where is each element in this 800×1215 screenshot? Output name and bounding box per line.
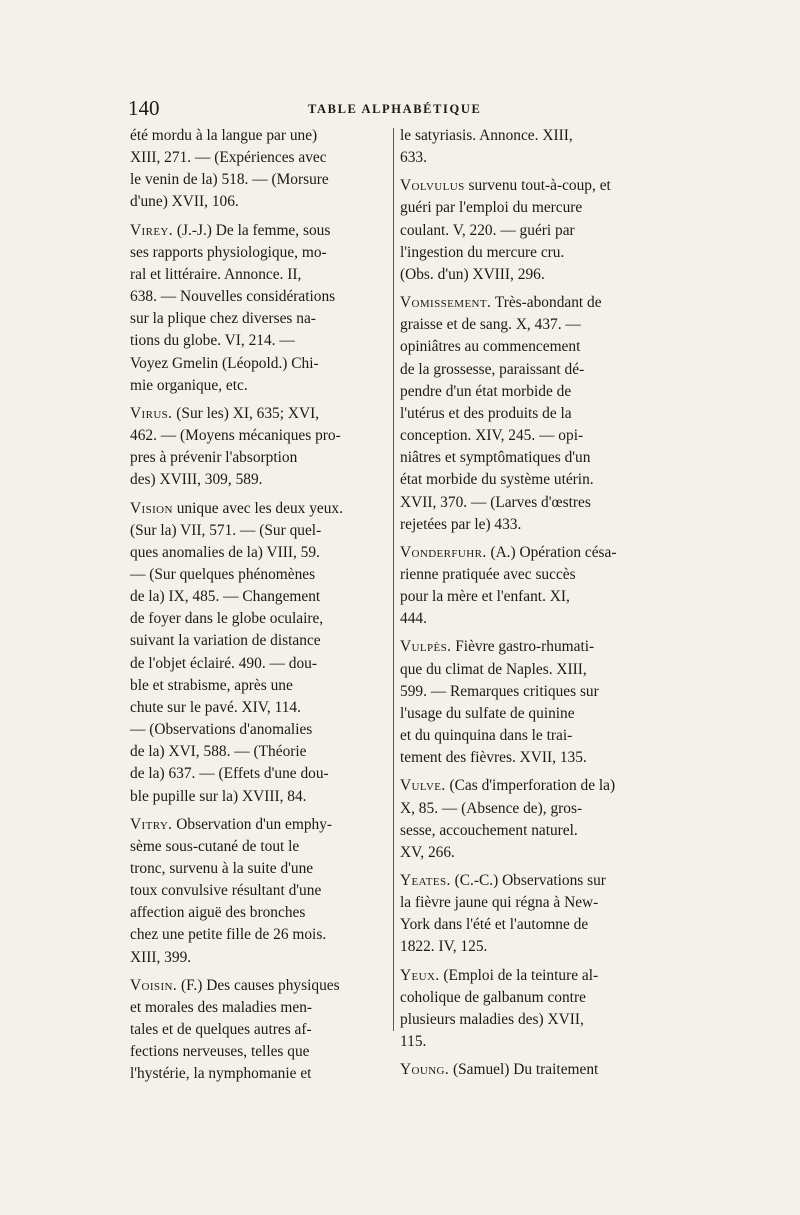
entry-headword: Yeates. bbox=[400, 872, 451, 889]
entry-line: toux convulsive résultant d'une bbox=[130, 882, 322, 900]
index-entry bbox=[400, 175, 668, 286]
entry-line: pres à prévenir l'absorption bbox=[130, 449, 298, 467]
entry-line: de foyer dans le globe oculaire, bbox=[130, 610, 324, 628]
entry-line: de la) IX, 485. — Changement bbox=[130, 588, 321, 606]
entry-line: Voisin. (F.) Des causes physiques bbox=[130, 976, 340, 994]
entry-line: des) XVIII, 309, 589. bbox=[130, 471, 263, 489]
entry-line: 638. — Nouvelles considérations bbox=[130, 288, 336, 306]
entry-line: d'une) XVII, 106. bbox=[130, 193, 239, 211]
entry-headword: Vitry. bbox=[130, 815, 173, 833]
entry-line: opiniâtres au commencement bbox=[400, 338, 581, 356]
entry-line: XV, 266. bbox=[400, 843, 455, 861]
entry-headword: Vomissement. bbox=[400, 294, 492, 312]
index-entry bbox=[400, 292, 668, 536]
entry-line: de l'objet éclairé. 490. — dou- bbox=[130, 654, 317, 672]
entry-line: ques anomalies de la) VIII, 59. bbox=[130, 543, 320, 561]
entry-line: (Sur la) VII, 571. — (Sur quel- bbox=[130, 521, 322, 539]
entry-line: affection aiguë des bronches bbox=[130, 904, 306, 922]
index-entry bbox=[400, 870, 668, 959]
entry-headword: Voisin. bbox=[130, 976, 178, 994]
entry-line: Virus. (Sur les) XI, 635; XVI, bbox=[130, 404, 320, 422]
index-entry bbox=[130, 498, 388, 808]
entry-line: Vomissement. Très-abondant de bbox=[400, 294, 602, 312]
entry-headword: Yeux. bbox=[400, 966, 440, 984]
index-entry bbox=[400, 125, 668, 169]
entry-line: fections nerveuses, telles que bbox=[130, 1043, 310, 1061]
entry-line: 633. bbox=[400, 149, 427, 167]
entry-line: sesse, accouchement naturel. bbox=[400, 821, 578, 839]
entry-line: graisse et de sang. X, 437. — bbox=[400, 316, 581, 334]
entry-line: chez une petite fille de 26 mois. bbox=[130, 926, 327, 944]
entry-line: Vonderfuhr. (A.) Opération césa- bbox=[400, 543, 617, 561]
entry-line: état morbide du système utérin. bbox=[400, 471, 594, 489]
entry-line: le venin de la) 518. — (Morsure bbox=[130, 171, 329, 189]
entry-line: niâtres et symptômatiques d'un bbox=[400, 449, 591, 467]
entry-line: l'ingestion du mercure cru. bbox=[400, 243, 565, 261]
entry-line: coholique de galbanum contre bbox=[400, 988, 586, 1006]
index-entry bbox=[130, 220, 388, 397]
entry-line: Vitry. Observation d'un emphy- bbox=[130, 815, 333, 833]
index-entry bbox=[130, 403, 388, 492]
page-number: 140 bbox=[128, 96, 160, 120]
index-entry bbox=[130, 975, 388, 1086]
entry-line: XVII, 370. — (Larves d'œstres bbox=[400, 493, 591, 511]
entry-line: conception. XIV, 245. — opi- bbox=[400, 427, 584, 445]
index-entry bbox=[400, 775, 668, 864]
entry-line: sur la plique chez diverses na- bbox=[130, 310, 316, 328]
entry-line: le satyriasis. Annonce. XIII, bbox=[400, 127, 573, 144]
entry-line: 444. bbox=[400, 610, 427, 628]
entry-headword: Volvulus bbox=[400, 177, 465, 195]
entry-line: de la) 637. — (Effets d'une dou- bbox=[130, 765, 329, 783]
entry-line: Virey. (J.-J.) De la femme, sous bbox=[130, 221, 331, 239]
entry-line: tronc, survenu à la suite d'une bbox=[130, 860, 314, 877]
entry-headword: Virey. bbox=[130, 221, 174, 239]
entry-line: XIII, 271. — (Expériences avec bbox=[130, 149, 327, 167]
entry-headword: Vulve. bbox=[400, 777, 446, 795]
right-column bbox=[400, 125, 668, 1083]
index-entry bbox=[400, 1059, 668, 1081]
entry-line: Young. (Samuel) Du traitement bbox=[400, 1061, 599, 1079]
entry-line: Vulpès. Fièvre gastro-rhumati- bbox=[400, 638, 595, 656]
entry-line: ses rapports physiologique, mo- bbox=[130, 243, 327, 261]
entry-line: 599. — Remarques critiques sur bbox=[400, 682, 599, 700]
index-entry bbox=[400, 636, 668, 769]
entry-line: tales et de quelques autres af- bbox=[130, 1021, 312, 1039]
entry-line: l'utérus et des produits de la bbox=[400, 404, 572, 422]
entry-headword: Young. bbox=[400, 1061, 450, 1079]
index-entry bbox=[130, 814, 388, 969]
entry-line: sème sous-cutané de tout le bbox=[130, 837, 300, 855]
index-entry bbox=[400, 542, 668, 631]
entry-line: chute sur le pavé. XIV, 114. bbox=[130, 698, 301, 716]
entry-line: XIII, 399. bbox=[130, 948, 192, 966]
entry-line: Vision unique avec les deux yeux. bbox=[130, 499, 343, 517]
entry-line: la fièvre jaune qui régna à New- bbox=[400, 894, 599, 912]
entry-line: ral et littéraire. Annonce. II, bbox=[130, 265, 302, 283]
entry-line: de la) XVI, 588. — (Théorie bbox=[130, 743, 307, 761]
entry-line: 115. bbox=[400, 1033, 427, 1051]
entry-line: tement des fièvres. XVII, 135. bbox=[400, 749, 587, 767]
entry-line: — (Sur quelques phénomènes bbox=[130, 565, 316, 583]
left-column bbox=[130, 125, 388, 1088]
index-entry bbox=[400, 965, 668, 1054]
entry-line: guéri par l'emploi du mercure bbox=[400, 199, 583, 217]
entry-line: suivant la variation de distance bbox=[130, 632, 321, 650]
entry-line: que du climat de Naples. XIII, bbox=[400, 660, 587, 678]
entry-line: et morales des maladies men- bbox=[130, 998, 313, 1016]
entry-line: rejetées par le) 433. bbox=[400, 515, 522, 533]
entry-line: tions du globe. VI, 214. — bbox=[130, 332, 295, 350]
entry-headword: Vonderfuhr. bbox=[400, 543, 487, 561]
entry-line: l'hystérie, la nymphomanie et bbox=[130, 1065, 312, 1083]
entry-line: rienne pratiquée avec succès bbox=[400, 565, 576, 583]
entry-line: (Obs. d'un) XVIII, 296. bbox=[400, 265, 545, 283]
entry-line: été mordu à la langue par une) bbox=[130, 127, 318, 144]
entry-line: York dans l'été et l'automne de bbox=[400, 916, 589, 934]
column-divider bbox=[393, 128, 394, 1031]
entry-line: ble pupille sur la) XVIII, 84. bbox=[130, 787, 307, 805]
entry-line: X, 85. — (Absence de), gros- bbox=[400, 799, 583, 817]
entry-headword: Virus. bbox=[130, 404, 173, 422]
entry-line: mie organique, etc. bbox=[130, 376, 248, 394]
entry-headword: Vulpès. bbox=[400, 638, 452, 656]
entry-line: Volvulus survenu tout-à-coup, et bbox=[400, 177, 611, 195]
entry-line: coulant. V, 220. — guéri par bbox=[400, 221, 575, 239]
entry-line: ble et strabisme, après une bbox=[130, 676, 293, 694]
entry-line: Yeates. (C.-C.) Observations sur bbox=[400, 872, 606, 889]
entry-line: Yeux. (Emploi de la teinture al- bbox=[400, 966, 599, 984]
entry-headword: Vision bbox=[130, 499, 173, 517]
index-entry bbox=[130, 125, 388, 214]
entry-line: Voyez Gmelin (Léopold.) Chi- bbox=[130, 354, 319, 372]
entry-line: — (Observations d'anomalies bbox=[130, 721, 313, 739]
entry-line: 1822. IV, 125. bbox=[400, 938, 488, 956]
entry-line: plusieurs maladies des) XVII, bbox=[400, 1010, 584, 1028]
entry-line: l'usage du sulfate de quinine bbox=[400, 704, 575, 722]
entry-line: Vulve. (Cas d'imperforation de la) bbox=[400, 777, 616, 795]
entry-line: pour la mère et l'enfant. XI, bbox=[400, 588, 570, 606]
entry-line: et du quinquina dans le trai- bbox=[400, 727, 573, 745]
running-head: TABLE ALPHABÉTIQUE bbox=[308, 102, 482, 116]
page-header bbox=[128, 96, 668, 126]
entry-line: pendre d'un état morbide de bbox=[400, 382, 572, 400]
entry-line: 462. — (Moyens mécaniques pro- bbox=[130, 427, 341, 445]
entry-line: de la grossesse, paraissant dé- bbox=[400, 360, 585, 378]
